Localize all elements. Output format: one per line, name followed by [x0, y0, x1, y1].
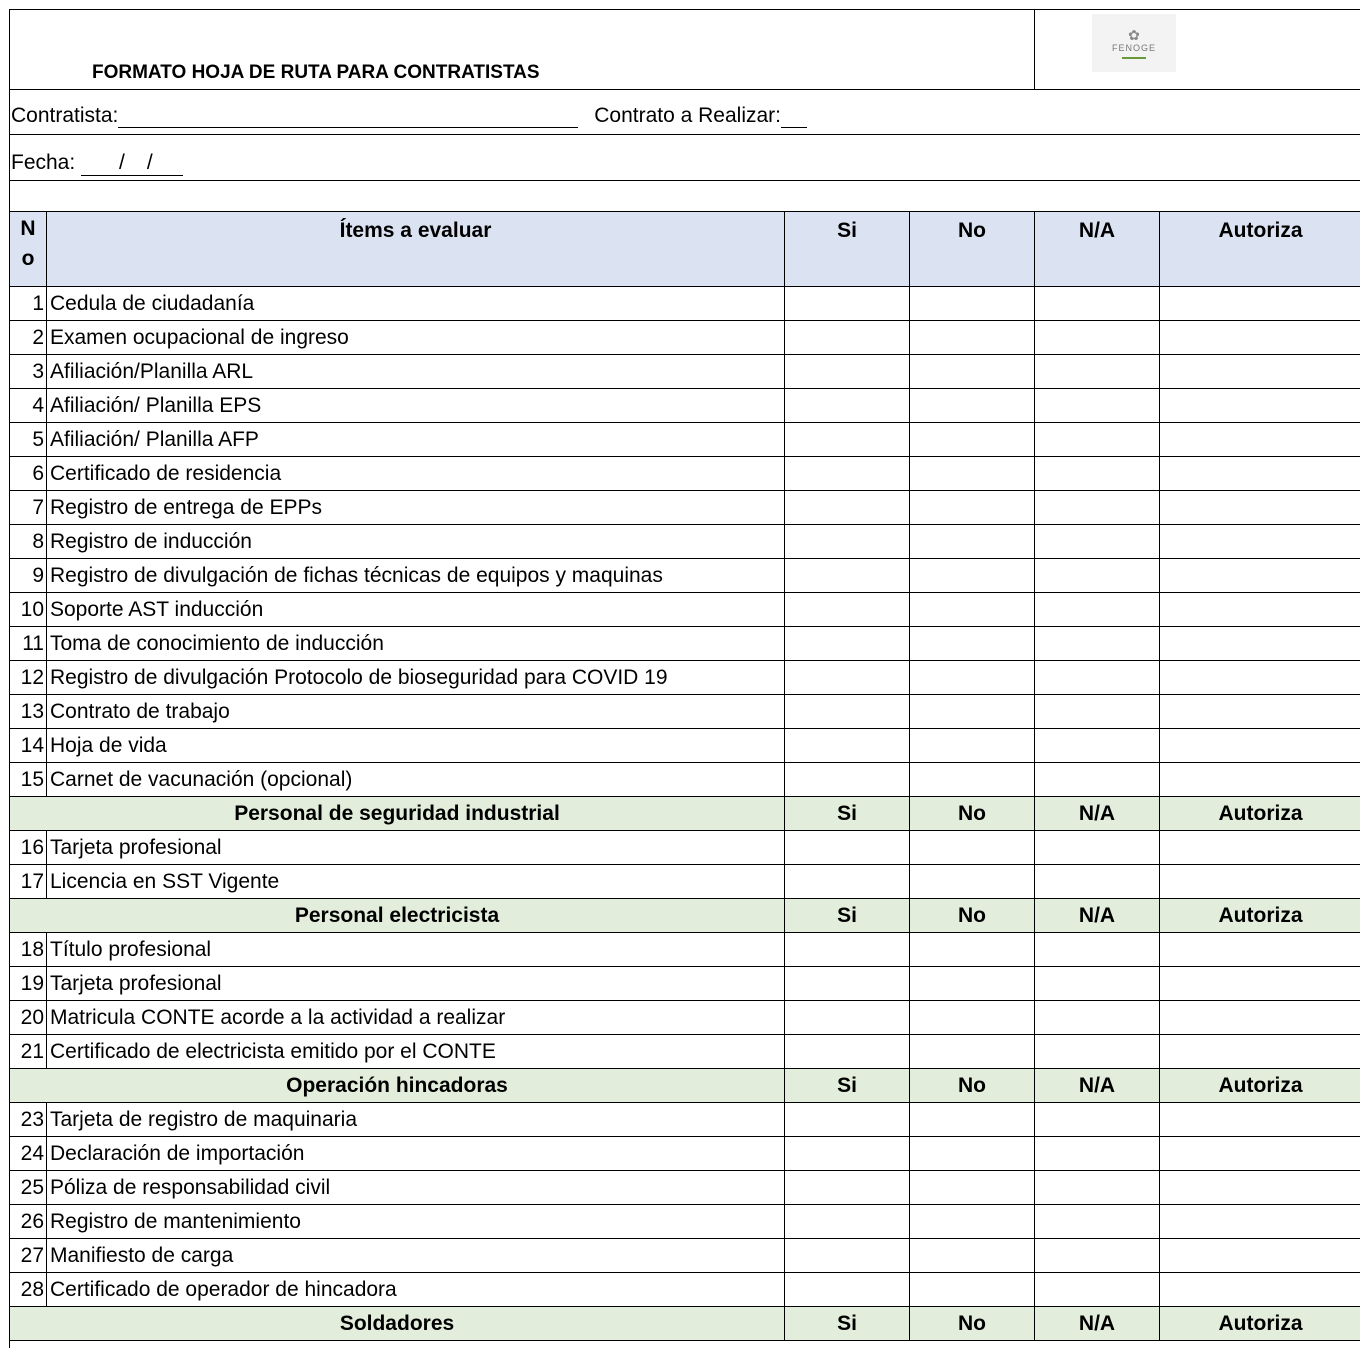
no-cell[interactable] [910, 423, 1035, 457]
item-number: 12 [10, 661, 47, 695]
na-cell[interactable] [1035, 1103, 1160, 1137]
no-cell[interactable] [910, 1103, 1035, 1137]
table-row [10, 1273, 1360, 1307]
contratista-row-bottom [9, 134, 1360, 135]
item-label: Registro de inducción [47, 525, 785, 559]
si-cell[interactable] [785, 1171, 910, 1205]
si-cell[interactable] [785, 321, 910, 355]
item-label: Hoja de vida [47, 729, 785, 763]
no-cell[interactable] [910, 763, 1035, 797]
si-cell[interactable] [785, 355, 910, 389]
logo-text: FENOGE [1111, 42, 1156, 53]
no-cell[interactable] [910, 865, 1035, 899]
autoriza-cell[interactable] [1160, 1239, 1360, 1273]
na-cell[interactable] [1035, 355, 1160, 389]
na-cell[interactable] [1035, 627, 1160, 661]
item-number: 6 [10, 457, 47, 491]
autoriza-cell[interactable] [1160, 865, 1360, 899]
item-number: 19 [10, 967, 47, 1001]
item-label: Registro de mantenimiento [47, 1205, 785, 1239]
si-cell[interactable] [785, 287, 910, 321]
table-row [10, 389, 1360, 423]
table-row [10, 525, 1360, 559]
section-title: Personal electricista [10, 899, 785, 933]
item-label: Tarjeta de registro de maquinaria [47, 1103, 785, 1137]
si-cell[interactable] [785, 1205, 910, 1239]
na-cell[interactable] [1035, 525, 1160, 559]
autoriza-cell[interactable] [1160, 1103, 1360, 1137]
no-cell[interactable] [910, 491, 1035, 525]
contrato-label: Contrato a Realizar: [594, 104, 781, 127]
si-cell[interactable] [785, 1103, 910, 1137]
si-cell[interactable] [785, 525, 910, 559]
na-cell[interactable] [1035, 933, 1160, 967]
item-label: Matricula CONTE acorde a la actividad a realizar [47, 1001, 785, 1035]
column-header-no-option: No [910, 1307, 1035, 1341]
table-row [10, 321, 1360, 355]
table-row [10, 559, 1360, 593]
no-cell[interactable] [910, 559, 1035, 593]
no-cell[interactable] [910, 355, 1035, 389]
no-cell[interactable] [910, 1171, 1035, 1205]
column-header-no-option: No [910, 1069, 1035, 1103]
table-row [10, 661, 1360, 695]
table-row [10, 593, 1360, 627]
table-row [10, 831, 1360, 865]
item-number: 24 [10, 1137, 47, 1171]
table-row [10, 1171, 1360, 1205]
na-cell[interactable] [1035, 1171, 1160, 1205]
table-row [10, 1137, 1360, 1171]
autoriza-cell[interactable] [1160, 1171, 1360, 1205]
no-cell[interactable] [910, 627, 1035, 661]
item-label: Afiliación/ Planilla EPS [47, 389, 785, 423]
section-title: Personal de seguridad industrial [10, 797, 785, 831]
si-cell[interactable] [785, 831, 910, 865]
item-label: Certificado de residencia [47, 457, 785, 491]
na-cell[interactable] [1035, 967, 1160, 1001]
item-number: 8 [10, 525, 47, 559]
company-logo [1092, 14, 1176, 72]
column-header-na: N/A [1035, 899, 1160, 933]
logo-icon: ✿ [1128, 26, 1140, 43]
section-title: Soldadores [10, 1307, 785, 1341]
frame-top-border [9, 9, 1360, 10]
no-cell[interactable] [910, 967, 1035, 1001]
item-label: Registro de divulgación Protocolo de bioseguridad para COVID 19 [47, 661, 785, 695]
table-row [10, 423, 1360, 457]
item-label: Certificado de operador de hincadora [47, 1273, 785, 1307]
item-label: Afiliación/Planilla ARL [47, 355, 785, 389]
table-row [10, 287, 1360, 321]
table-header-row [10, 212, 1360, 287]
column-header-no-option: No [910, 212, 1035, 287]
na-cell[interactable] [1035, 1137, 1160, 1171]
autoriza-cell[interactable] [1160, 1273, 1360, 1307]
no-cell[interactable] [910, 1137, 1035, 1171]
table-row [10, 967, 1360, 1001]
item-label: Soporte AST inducción [47, 593, 785, 627]
no-cell[interactable] [910, 389, 1035, 423]
no-cell[interactable] [910, 1001, 1035, 1035]
column-header-no: N o [10, 212, 47, 287]
na-cell[interactable] [1035, 695, 1160, 729]
item-label: Tarjeta profesional [47, 831, 785, 865]
si-cell[interactable] [785, 423, 910, 457]
column-header-si: Si [785, 899, 910, 933]
na-cell[interactable] [1035, 1239, 1160, 1273]
fecha-row-bottom [9, 180, 1360, 181]
item-number: 27 [10, 1239, 47, 1273]
autoriza-cell[interactable] [1160, 627, 1360, 661]
item-number: 21 [10, 1035, 47, 1069]
column-header-na: N/A [1035, 797, 1160, 831]
na-cell[interactable] [1035, 1001, 1160, 1035]
item-number: 11 [10, 627, 47, 661]
column-header-autoriza: Autoriza [1160, 797, 1360, 831]
no-cell[interactable] [910, 661, 1035, 695]
item-label: Registro de divulgación de fichas técnicas de equipos y maquinas [47, 559, 785, 593]
no-cell[interactable] [910, 1205, 1035, 1239]
autoriza-cell[interactable] [1160, 1205, 1360, 1239]
section-header-row [10, 1069, 1360, 1103]
table-row [10, 695, 1360, 729]
na-cell[interactable] [1035, 1273, 1160, 1307]
autoriza-cell[interactable] [1160, 763, 1360, 797]
fecha-input[interactable] [81, 151, 183, 176]
si-cell[interactable] [785, 457, 910, 491]
fecha-label: Fecha: [11, 151, 76, 174]
autoriza-cell[interactable] [1160, 559, 1360, 593]
page-title: FORMATO HOJA DE RUTA PARA CONTRATISTAS [92, 62, 540, 83]
logo-accent-bar [1122, 57, 1146, 59]
table-row [10, 933, 1360, 967]
fecha-row [11, 151, 183, 176]
fecha-separator: / [119, 151, 125, 174]
item-number: 9 [10, 559, 47, 593]
si-cell[interactable] [785, 559, 910, 593]
si-cell[interactable] [785, 1137, 910, 1171]
table-row [10, 729, 1360, 763]
autoriza-cell[interactable] [1160, 287, 1360, 321]
logo-cell-divider [1034, 9, 1035, 89]
si-cell[interactable] [785, 491, 910, 525]
item-number: 10 [10, 593, 47, 627]
si-cell[interactable] [785, 593, 910, 627]
item-number: 7 [10, 491, 47, 525]
si-cell[interactable] [785, 389, 910, 423]
autoriza-cell[interactable] [1160, 661, 1360, 695]
column-header-autoriza: Autoriza [1160, 899, 1360, 933]
autoriza-cell[interactable] [1160, 457, 1360, 491]
column-header-items: Ítems a evaluar [47, 212, 785, 287]
no-cell[interactable] [910, 831, 1035, 865]
evaluation-table [9, 211, 1360, 1341]
no-cell[interactable] [910, 729, 1035, 763]
si-cell[interactable] [785, 1273, 910, 1307]
item-label: Afiliación/ Planilla AFP [47, 423, 785, 457]
autoriza-cell[interactable] [1160, 593, 1360, 627]
column-header-autoriza: Autoriza [1160, 212, 1360, 287]
table-row [10, 1239, 1360, 1273]
autoriza-cell[interactable] [1160, 1001, 1360, 1035]
column-header-autoriza: Autoriza [1160, 1307, 1360, 1341]
si-cell[interactable] [785, 865, 910, 899]
column-header-na: N/A [1035, 1069, 1160, 1103]
autoriza-cell[interactable] [1160, 1035, 1360, 1069]
no-cell[interactable] [910, 1035, 1035, 1069]
section-header-row [10, 1307, 1360, 1341]
no-cell[interactable] [910, 525, 1035, 559]
column-header-si: Si [785, 797, 910, 831]
item-number: 4 [10, 389, 47, 423]
item-number: 17 [10, 865, 47, 899]
autoriza-cell[interactable] [1160, 729, 1360, 763]
na-cell[interactable] [1035, 559, 1160, 593]
item-number: 25 [10, 1171, 47, 1205]
column-header-na: N/A [1035, 1307, 1160, 1341]
autoriza-cell[interactable] [1160, 525, 1360, 559]
column-header-no-option: No [910, 899, 1035, 933]
autoriza-cell[interactable] [1160, 321, 1360, 355]
item-label: Carnet de vacunación (opcional) [47, 763, 785, 797]
na-cell[interactable] [1035, 389, 1160, 423]
contratista-row [11, 104, 807, 128]
table-row [10, 1205, 1360, 1239]
no-cell[interactable] [910, 1273, 1035, 1307]
column-header-si: Si [785, 1069, 910, 1103]
table-row [10, 865, 1360, 899]
autoriza-cell[interactable] [1160, 389, 1360, 423]
si-cell[interactable] [785, 661, 910, 695]
item-label: Manifiesto de carga [47, 1239, 785, 1273]
item-number: 28 [10, 1273, 47, 1307]
autoriza-cell[interactable] [1160, 933, 1360, 967]
item-number: 5 [10, 423, 47, 457]
item-number: 23 [10, 1103, 47, 1137]
item-label: Póliza de responsabilidad civil [47, 1171, 785, 1205]
contrato-input-line[interactable] [781, 105, 807, 128]
no-cell[interactable] [910, 287, 1035, 321]
na-cell[interactable] [1035, 457, 1160, 491]
column-header-na: N/A [1035, 212, 1160, 287]
item-label: Contrato de trabajo [47, 695, 785, 729]
na-cell[interactable] [1035, 423, 1160, 457]
item-label: Declaración de importación [47, 1137, 785, 1171]
no-cell[interactable] [910, 457, 1035, 491]
item-label: Toma de conocimiento de inducción [47, 627, 785, 661]
na-cell[interactable] [1035, 661, 1160, 695]
na-cell[interactable] [1035, 865, 1160, 899]
table-row [10, 1035, 1360, 1069]
section-header-row [10, 899, 1360, 933]
item-number: 3 [10, 355, 47, 389]
item-number: 14 [10, 729, 47, 763]
autoriza-cell[interactable] [1160, 967, 1360, 1001]
na-cell[interactable] [1035, 287, 1160, 321]
column-header-si: Si [785, 1307, 910, 1341]
item-label: Título profesional [47, 933, 785, 967]
table-row [10, 627, 1360, 661]
no-cell[interactable] [910, 1239, 1035, 1273]
contratista-label: Contratista: [11, 104, 119, 127]
si-cell[interactable] [785, 627, 910, 661]
item-number: 1 [10, 287, 47, 321]
item-label: Certificado de electricista emitido por el CONTE [47, 1035, 785, 1069]
table-row [10, 763, 1360, 797]
si-cell[interactable] [785, 1001, 910, 1035]
item-number: 2 [10, 321, 47, 355]
table-row [10, 1001, 1360, 1035]
item-label: Registro de entrega de EPPs [47, 491, 785, 525]
table-row [10, 457, 1360, 491]
contratista-input-line[interactable] [118, 105, 578, 128]
autoriza-cell[interactable] [1160, 831, 1360, 865]
na-cell[interactable] [1035, 491, 1160, 525]
section-header-row [10, 797, 1360, 831]
no-cell[interactable] [910, 321, 1035, 355]
title-row-bottom [9, 89, 1360, 90]
no-cell[interactable] [910, 593, 1035, 627]
na-cell[interactable] [1035, 593, 1160, 627]
item-number: 18 [10, 933, 47, 967]
column-header-si: Si [785, 212, 910, 287]
autoriza-cell[interactable] [1160, 355, 1360, 389]
no-cell[interactable] [910, 695, 1035, 729]
autoriza-cell[interactable] [1160, 695, 1360, 729]
na-cell[interactable] [1035, 729, 1160, 763]
item-label: Examen ocupacional de ingreso [47, 321, 785, 355]
autoriza-cell[interactable] [1160, 423, 1360, 457]
si-cell[interactable] [785, 729, 910, 763]
item-number: 16 [10, 831, 47, 865]
na-cell[interactable] [1035, 1205, 1160, 1239]
table-row [10, 1103, 1360, 1137]
na-cell[interactable] [1035, 763, 1160, 797]
item-number: 26 [10, 1205, 47, 1239]
section-title: Operación hincadoras [10, 1069, 785, 1103]
fecha-separator: / [146, 151, 153, 174]
table-row [10, 491, 1360, 525]
item-label: Tarjeta profesional [47, 967, 785, 1001]
na-cell[interactable] [1035, 831, 1160, 865]
na-cell[interactable] [1035, 321, 1160, 355]
column-header-no-option: No [910, 797, 1035, 831]
column-header-autoriza: Autoriza [1160, 1069, 1360, 1103]
item-label: Licencia en SST Vigente [47, 865, 785, 899]
si-cell[interactable] [785, 763, 910, 797]
no-cell[interactable] [910, 933, 1035, 967]
na-cell[interactable] [1035, 1035, 1160, 1069]
item-number: 20 [10, 1001, 47, 1035]
table-row [10, 355, 1360, 389]
si-cell[interactable] [785, 933, 910, 967]
item-label: Cedula de ciudadanía [47, 287, 785, 321]
si-cell[interactable] [785, 695, 910, 729]
item-number: 15 [10, 763, 47, 797]
si-cell[interactable] [785, 1239, 910, 1273]
autoriza-cell[interactable] [1160, 1137, 1360, 1171]
item-number: 13 [10, 695, 47, 729]
si-cell[interactable] [785, 967, 910, 1001]
si-cell[interactable] [785, 1035, 910, 1069]
autoriza-cell[interactable] [1160, 491, 1360, 525]
